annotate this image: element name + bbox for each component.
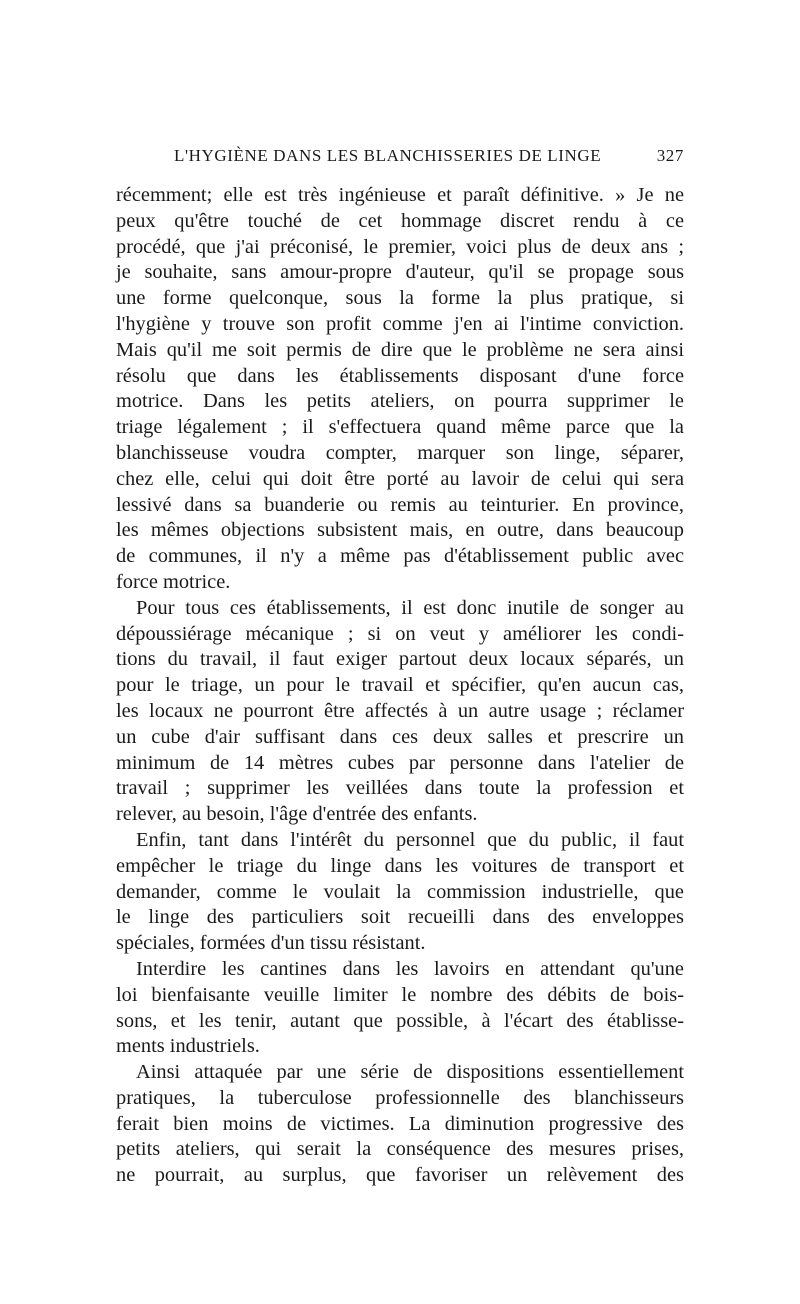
- text-line: ferait bien moins de victimes. La diminution progressive des: [116, 1112, 684, 1135]
- text-line: procédé, que j'ai préconisé, le premier, voici plus de deux ans ;: [116, 235, 684, 258]
- text-line: loi bienfaisante veuille limiter le nombre des débits de bois-: [116, 983, 684, 1006]
- text-line: un cube d'air suffisant dans ces deux salles et prescrire un: [116, 725, 684, 748]
- text-line: l'hygiène y trouve son profit comme j'en ai l'intime conviction.: [116, 312, 684, 335]
- body-text: [116, 183, 684, 1189]
- text-line: pratiques, la tuberculose professionnelle des blanchisseurs: [116, 1086, 684, 1109]
- text-line: Interdire les cantines dans les lavoirs en attendant qu'une: [136, 957, 684, 980]
- text-line: peux qu'être touché de cet hommage discret rendu à ce: [116, 209, 684, 232]
- text-line: de communes, il n'y a même pas d'établissement public avec: [116, 545, 684, 568]
- text-line: pour le triage, un pour le travail et spécifier, qu'en aucun cas,: [116, 674, 684, 697]
- text-line: une forme quelconque, sous la forme la plus pratique, si: [116, 287, 684, 310]
- text-line: les locaux ne pourront être affectés à un autre usage ; réclamer: [116, 699, 684, 722]
- text-line: récemment; elle est très ingénieuse et paraît définitive. » Je ne: [116, 184, 684, 206]
- text-line: résolu que dans les établissements disposant d'une force: [116, 364, 684, 387]
- text-line: blanchisseuse voudra compter, marquer son linge, séparer,: [116, 441, 684, 464]
- text-line: triage légalement ; il s'effectuera quand même parce que la: [116, 416, 684, 439]
- text-line: je souhaite, sans amour-propre d'auteur, qu'il se propage sous: [116, 261, 684, 284]
- text-line: spéciales, formées d'un tissu résistant.: [116, 932, 426, 955]
- text-line: les mêmes objections subsistent mais, en outre, dans beaucoup: [116, 519, 684, 542]
- text-line: lessivé dans sa buanderie ou remis au teinturier. En province,: [116, 493, 684, 516]
- text-line: Enfin, tant dans l'intérêt du personnel que du public, il faut: [136, 828, 684, 851]
- text-line: ne pourrait, au surplus, que favoriser un relèvement des: [116, 1164, 684, 1187]
- text-line: Mais qu'il me soit permis de dire que le problème ne sera ainsi: [116, 338, 684, 361]
- text-line: le linge des particuliers soit recueilli dans des enveloppes: [116, 906, 684, 929]
- text-line: tions du travail, il faut exiger partout deux locaux séparés, un: [116, 648, 684, 671]
- text-line: ments industriels.: [116, 1035, 260, 1058]
- running-head: [116, 146, 684, 170]
- text-line: travail ; supprimer les veillées dans toute la profession et: [116, 777, 684, 800]
- text-line: chez elle, celui qui doit être porté au lavoir de celui qui sera: [116, 467, 684, 490]
- text-line: minimum de 14 mètres cubes par personne dans l'atelier de: [116, 751, 684, 774]
- text-line: Ainsi attaquée par une série de dispositions essentiellement: [136, 1061, 684, 1084]
- page-number: 327: [656, 146, 684, 165]
- text-line: sons, et les tenir, autant que possible, à l'écart des établisse-: [116, 1009, 684, 1032]
- text-line: motrice. Dans les petits ateliers, on pourra supprimer le: [116, 390, 684, 413]
- text-line: empêcher le triage du linge dans les voitures de transport et: [116, 854, 684, 877]
- text-line: relever, au besoin, l'âge d'entrée des enfants.: [116, 803, 478, 826]
- text-line: petits ateliers, qui serait la conséquence des mesures prises,: [116, 1138, 684, 1161]
- running-title: L'HYGIÈNE DANS LES BLANCHISSERIES DE LINGE: [174, 146, 602, 165]
- text-line: dépoussiérage mécanique ; si on veut y améliorer les condi-: [116, 622, 684, 645]
- text-line: force motrice.: [116, 570, 231, 593]
- text-line: demander, comme le voulait la commission industrielle, que: [116, 880, 684, 903]
- text-line: Pour tous ces établissements, il est donc inutile de songer au: [136, 596, 684, 619]
